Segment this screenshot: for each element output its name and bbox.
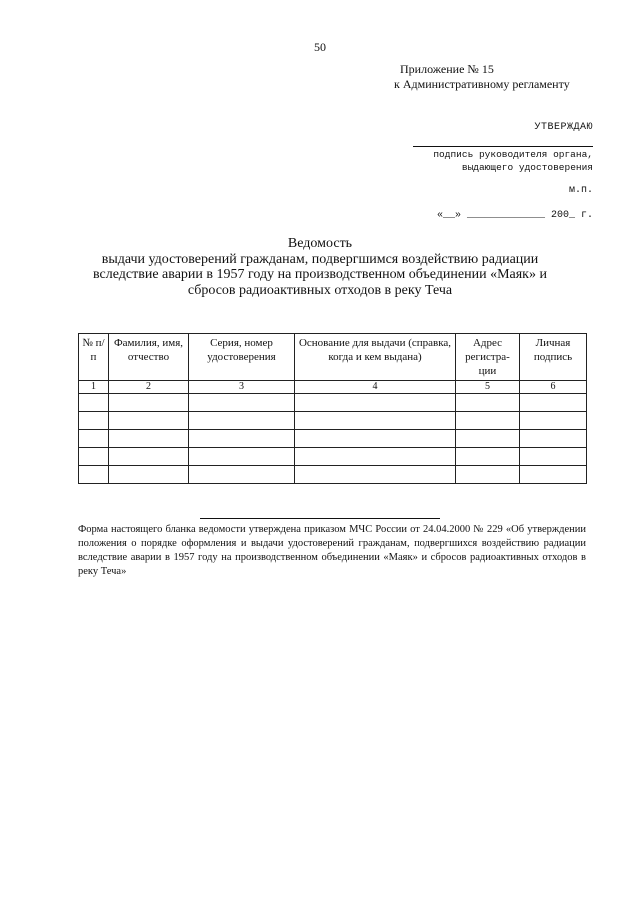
table-cell [189,394,295,412]
table-cell [189,448,295,466]
table-cell [79,412,109,430]
table-cell [456,394,520,412]
signature-caption [393,148,593,174]
table-cell [295,466,456,484]
table-cell [189,412,295,430]
table-cell [520,466,587,484]
table-cell [295,394,456,412]
table-row [79,412,587,430]
table-cell [520,412,587,430]
table-cell [189,466,295,484]
header-cell: Личная подпись [520,334,587,381]
table-cell [295,448,456,466]
column-number: 6 [520,381,587,394]
signature-caption-line-1: подпись руководителя органа, [433,149,593,160]
column-number: 3 [189,381,295,394]
register-table [78,333,587,484]
table-cell [456,412,520,430]
stamp-label: м.п. [568,185,593,196]
table-cell [109,412,189,430]
table-cell [79,394,109,412]
table-cell [456,430,520,448]
table-cell [295,412,456,430]
table-cell [189,430,295,448]
appendix-line-2: к Административному регламенту [394,77,570,91]
column-number: 1 [79,381,109,394]
header-cell: Адрес регистра- ции [456,334,520,381]
table-row [79,448,587,466]
table-row [79,430,587,448]
approval-label: УТВЕРЖДАЮ [534,122,593,133]
table-cell [456,466,520,484]
title-subheading: выдачи удостоверений гражданам, подвергшимся воздействию радиации вследствие аварии в 1957 году на производственном объединении «Маяк» и сбросов радиоактивных отходов в реку Теча [93,251,547,298]
table-cell [109,394,189,412]
signature-caption-line-2: выдающего удостоверения [461,162,593,173]
table-cell [79,448,109,466]
table-cell [79,466,109,484]
table-cell [520,430,587,448]
appendix-line-1: Приложение № 15 [400,62,494,76]
header-cell: Основание для выдачи (справка, когда и кем выдана) [295,334,456,381]
header-cell: Фамилия, имя, отчество [109,334,189,381]
header-cell: № п/п [79,334,109,381]
page-number: 50 [314,40,326,54]
column-number-row [79,381,587,394]
footnote-text: Форма настоящего бланка ведомости утверждена приказом МЧС России от 24.04.2000 № 229 «Об утверждении положения о порядке оформления и выдачи удостоверений гражданам, подвергшихся воздействию радиации вследствие аварии в 1957 году на производственном объединении «Маяк» и сбросов радиоактивных отходов в реку Теча» [78,524,586,577]
table-cell [520,448,587,466]
table-row [79,394,587,412]
title-heading: Ведомость [287,236,353,251]
table-cell [79,430,109,448]
column-number: 5 [456,381,520,394]
approval-date-line: «__» _____________ 200_ г. [436,210,593,221]
table-cell [520,394,587,412]
table-cell [109,466,189,484]
table-cell [456,448,520,466]
table-header-row [79,334,587,381]
header-cell: Серия, номер удостоверения [189,334,295,381]
document-title [80,236,560,298]
signature-line [413,146,593,147]
column-number: 4 [295,381,456,394]
column-number: 2 [109,381,189,394]
footnote-separator [200,518,440,519]
table-cell [295,430,456,448]
table-cell [109,430,189,448]
table-row [79,466,587,484]
appendix-reference [394,62,570,92]
table-cell [109,448,189,466]
